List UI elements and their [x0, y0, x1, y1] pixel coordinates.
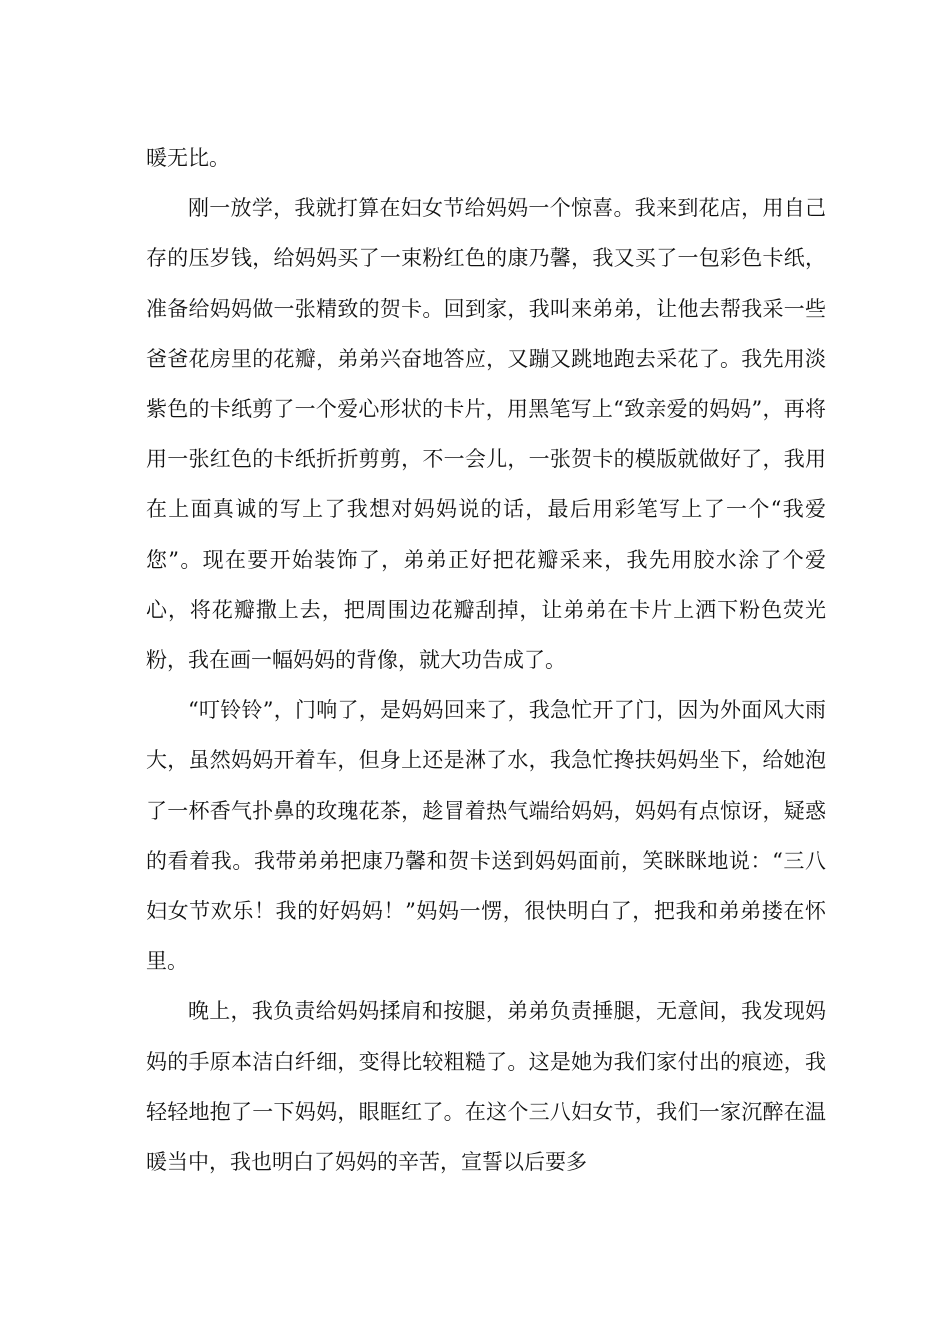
paragraph-mother-returns: “叮铃铃”，门响了，是妈妈回来了，我急忙开了门，因为外面风大雨大，虽然妈妈开着车，但身上还是淋了水，我急忙搀扶妈妈坐下，给她泡了一杯香气扑鼻的玫瑰花茶，趁冒着热气端给妈妈，妈妈有点惊讶，疑惑的看着我。我带弟弟把康乃馨和贺卡送到妈妈面前，笑眯眯地说：“三八妇女节欢乐！我的好妈妈！”妈妈一愣，很快明白了，把我和弟弟搂在怀里。	[146, 698, 826, 974]
body-text	[146, 133, 826, 1187]
paragraph-evening: 晚上，我负责给妈妈揉肩和按腿，弟弟负责捶腿，无意间，我发现妈妈的手原本洁白纤细，变得比较粗糙了。这是她为我们家付出的痕迹，我轻轻地抱了一下妈妈，眼眶红了。在这个三八妇女节，我们一家沉醉在温暖当中，我也明白了妈妈的辛苦，宣誓以后要多	[146, 999, 826, 1175]
paragraph-gift-preparation: 刚一放学，我就打算在妇女节给妈妈一个惊喜。我来到花店，用自己存的压岁钱，给妈妈买了一束粉红色的康乃馨，我又买了一包彩色卡纸，准备给妈妈做一张精致的贺卡。回到家，我叫来弟弟，让他去帮我采一些爸爸花房里的花瓣，弟弟兴奋地答应，又蹦又跳地跑去采花了。我先用淡紫色的卡纸剪了一个爱心形状的卡片，用黑笔写上“致亲爱的妈妈”，再将用一张红色的卡纸折折剪剪，不一会儿，一张贺卡的模版就做好了，我用在上面真诚的写上了我想对妈妈说的话，最后用彩笔写上了一个“我爱您”。现在要开始装饰了，弟弟正好把花瓣采来，我先用胶水涂了个爱心，将花瓣撒上去，把周围边花瓣刮掉，让弟弟在卡片上洒下粉色荧光粉，我在画一幅妈妈的背像，就大功告成了。	[146, 196, 826, 673]
paragraph-continued: 暖无比。	[146, 146, 230, 170]
